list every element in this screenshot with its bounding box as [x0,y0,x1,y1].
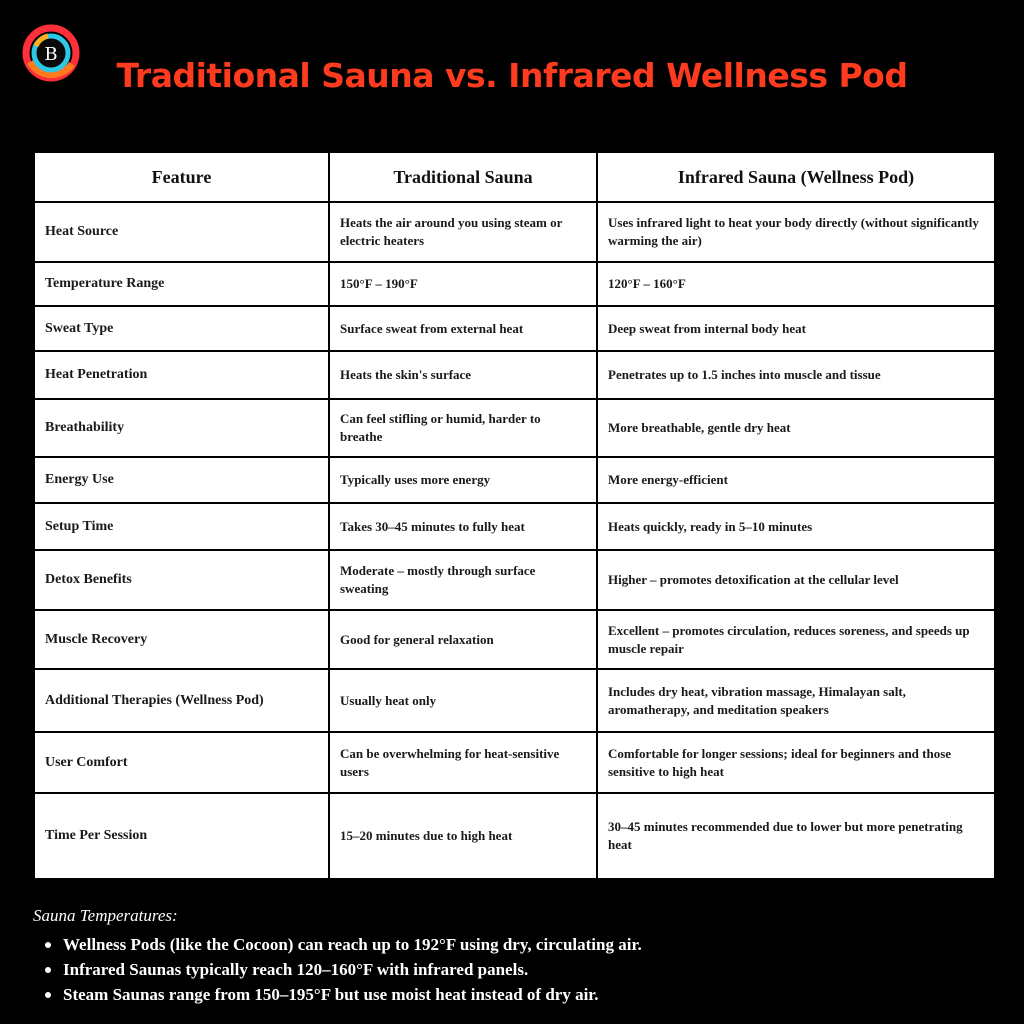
traditional-cell: Good for general relaxation [329,610,597,669]
traditional-cell: Typically uses more energy [329,457,597,503]
infrared-cell: 120°F – 160°F [597,262,995,306]
traditional-cell: Usually heat only [329,669,597,732]
traditional-cell: Can be overwhelming for heat-sensitive users [329,732,597,793]
feature-cell: Muscle Recovery [34,610,329,669]
table-header-row [34,152,995,202]
notes-title: Sauna Temperatures: [33,906,178,925]
comparison-table [33,151,996,880]
feature-cell: Heat Penetration [34,351,329,399]
table-row [34,669,995,732]
traditional-cell: Can feel stifling or humid, harder to breathe [329,399,597,457]
infrared-cell: Comfortable for longer sessions; ideal for beginners and those sensitive to high heat [597,732,995,793]
table-row [34,503,995,550]
feature-cell: Heat Source [34,202,329,262]
feature-cell: Time Per Session [34,793,329,879]
table-row [34,793,995,879]
infrared-cell: Excellent – promotes circulation, reduces soreness, and speeds up muscle repair [597,610,995,669]
infrared-cell: Penetrates up to 1.5 inches into muscle and tissue [597,351,995,399]
table-row [34,262,995,306]
traditional-cell: 15–20 minutes due to high heat [329,793,597,879]
table-row [34,306,995,351]
traditional-cell: Heats the air around you using steam or electric heaters [329,202,597,262]
sauna-temperatures-notes [33,906,993,1007]
feature-cell: Breathability [34,399,329,457]
infrared-cell: More breathable, gentle dry heat [597,399,995,457]
traditional-cell: Moderate – mostly through surface sweating [329,550,597,610]
infrared-cell: Higher – promotes detoxification at the cellular level [597,550,995,610]
table-row [34,457,995,503]
infrared-cell: Deep sweat from internal body heat [597,306,995,351]
infrared-cell: More energy-efficient [597,457,995,503]
table-row [34,351,995,399]
column-header-feature: Feature [34,152,329,202]
traditional-cell: 150°F – 190°F [329,262,597,306]
feature-cell: Sweat Type [34,306,329,351]
table-row [34,732,995,793]
logo-letter: B [44,44,58,65]
infrared-cell: Includes dry heat, vibration massage, Himalayan salt, aromatherapy, and meditation speakers [597,669,995,732]
traditional-cell: Takes 30–45 minutes to fully heat [329,503,597,550]
feature-cell: User Comfort [34,732,329,793]
traditional-cell: Surface sweat from external heat [329,306,597,351]
table-row [34,399,995,457]
feature-cell: Temperature Range [34,262,329,306]
infrared-cell: Uses infrared light to heat your body directly (without significantly warming the air) [597,202,995,262]
column-header-traditional: Traditional Sauna [329,152,597,202]
infrared-cell: 30–45 minutes recommended due to lower but more penetrating heat [597,793,995,879]
list-item: Infrared Saunas typically reach 120–160°F with infrared panels. [63,957,993,982]
feature-cell: Detox Benefits [34,550,329,610]
table-row [34,202,995,262]
table-row [34,610,995,669]
page-title: Traditional Sauna vs. Infrared Wellness Pod [116,56,908,95]
traditional-cell: Heats the skin's surface [329,351,597,399]
column-header-infrared: Infrared Sauna (Wellness Pod) [597,152,995,202]
list-item: Steam Saunas range from 150–195°F but use moist heat instead of dry air. [63,982,993,1007]
feature-cell: Setup Time [34,503,329,550]
table-row [34,550,995,610]
feature-cell: Additional Therapies (Wellness Pod) [34,669,329,732]
infrared-cell: Heats quickly, ready in 5–10 minutes [597,503,995,550]
notes-list [33,932,993,1007]
list-item: Wellness Pods (like the Cocoon) can reach up to 192°F using dry, circulating air. [63,932,993,957]
feature-cell: Energy Use [34,457,329,503]
